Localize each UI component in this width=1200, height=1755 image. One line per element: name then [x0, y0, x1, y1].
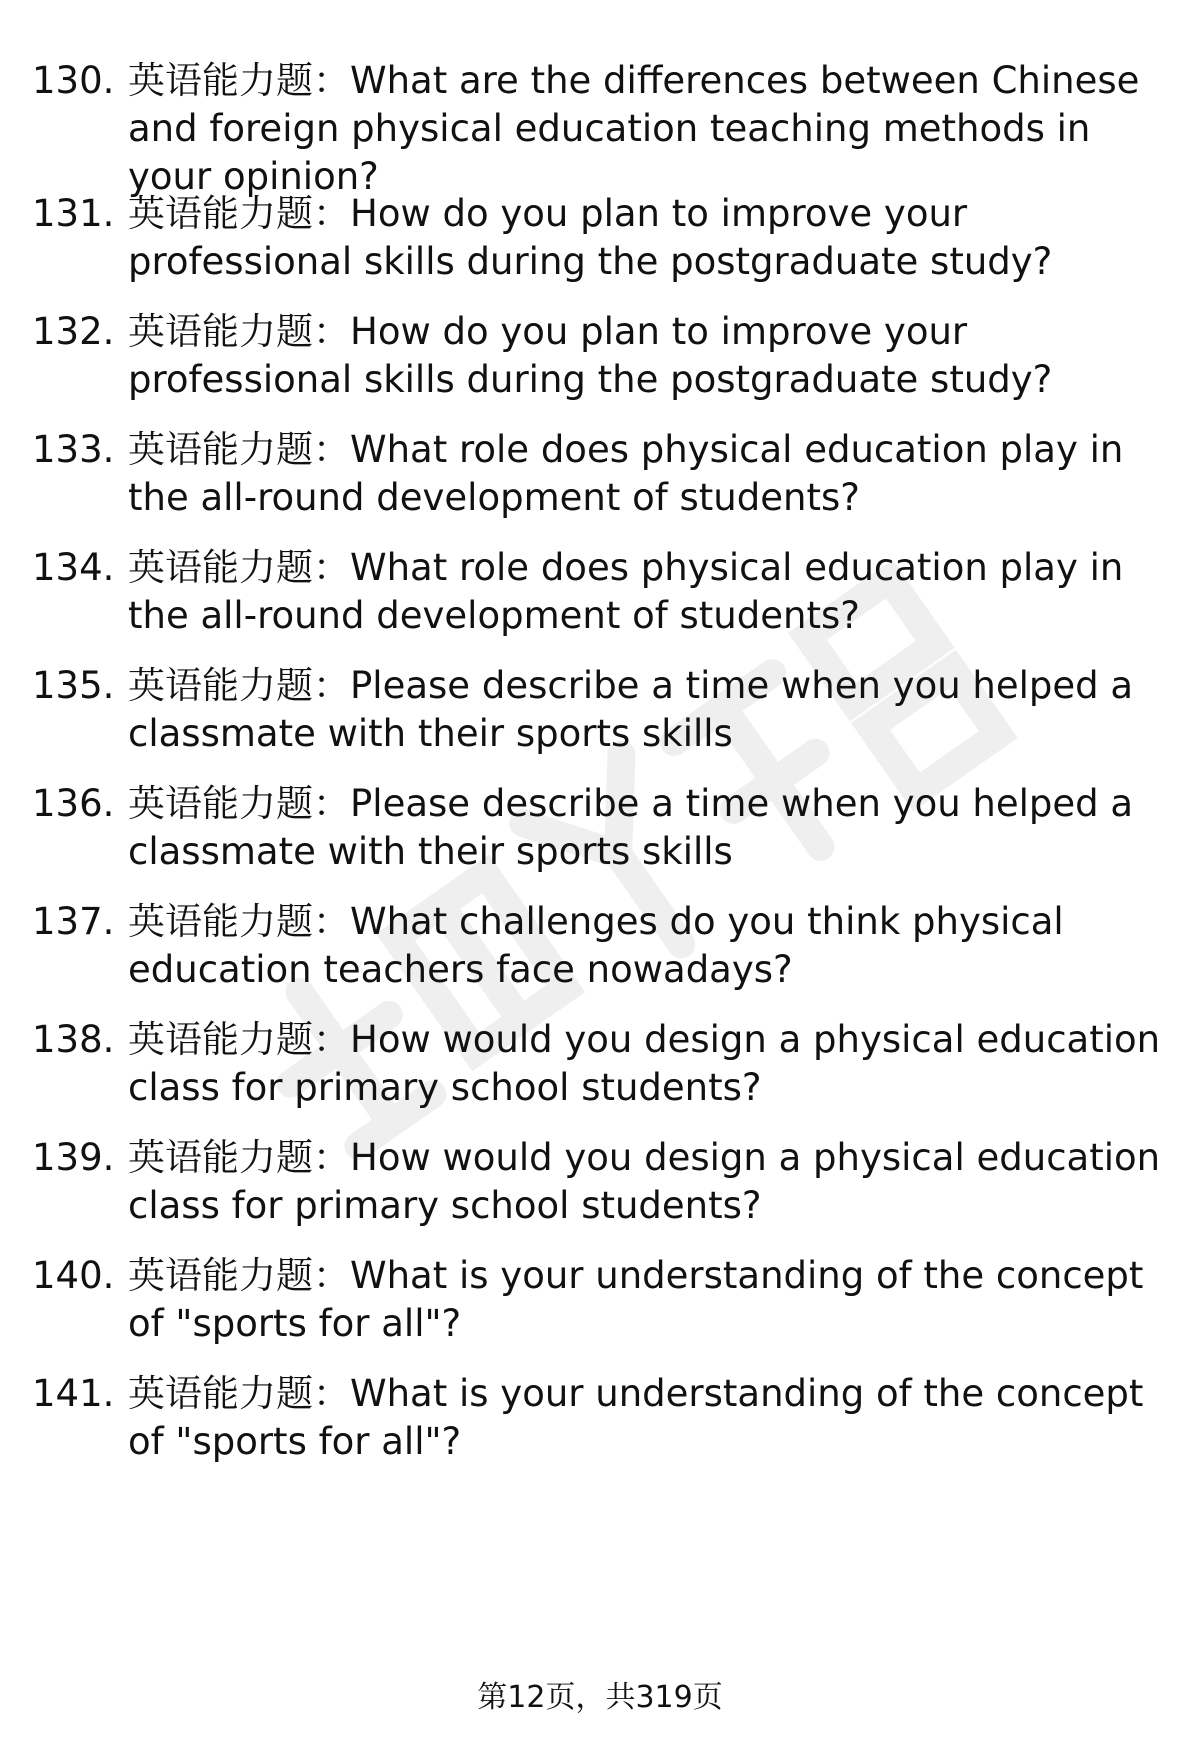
question-tag: 英语能力题： — [128, 1018, 350, 1061]
question-item — [0, 898, 1200, 1016]
question-text: What is your understanding of the concept of "sports for all"? — [128, 1254, 1144, 1345]
question-number: 134. — [32, 546, 115, 589]
question-text: How would you design a physical education class for primary school students? — [128, 1018, 1161, 1109]
question-item — [0, 1252, 1200, 1370]
question-tag: 英语能力题： — [128, 428, 350, 471]
question-number: 131. — [32, 192, 115, 235]
question-item — [0, 190, 1200, 308]
question-list — [0, 57, 1200, 1488]
question-item — [0, 544, 1200, 662]
question-body — [128, 57, 1168, 201]
question-text: Please describe a time when you helped a classmate with their sports skills — [128, 782, 1134, 873]
question-text: What role does physical education play in the all-round development of students? — [128, 428, 1124, 519]
question-number: 133. — [32, 428, 115, 471]
question-tag: 英语能力题： — [128, 546, 350, 589]
question-text: What are the differences between Chinese and foreign physical education teaching methods in your opinion? — [128, 59, 1140, 198]
question-body — [128, 1370, 1168, 1466]
question-text: How do you plan to improve your professional skills during the postgraduate study? — [128, 192, 1053, 283]
question-body — [128, 190, 1168, 286]
question-body — [128, 898, 1168, 994]
question-number: 141. — [32, 1372, 115, 1415]
question-item — [0, 1134, 1200, 1252]
question-body — [128, 780, 1168, 876]
question-item — [0, 57, 1200, 198]
question-body — [128, 1252, 1168, 1348]
question-text: What is your understanding of the concept of "sports for all"? — [128, 1372, 1144, 1463]
question-tag: 英语能力题： — [128, 900, 350, 943]
question-number: 136. — [32, 782, 115, 825]
question-item — [0, 308, 1200, 426]
question-body — [128, 308, 1168, 404]
question-text: Please describe a time when you helped a classmate with their sports skills — [128, 664, 1134, 755]
question-number: 139. — [32, 1136, 115, 1179]
question-item — [0, 662, 1200, 780]
question-number: 135. — [32, 664, 115, 707]
question-body — [128, 544, 1168, 640]
question-number: 130. — [32, 59, 115, 102]
question-body — [128, 426, 1168, 522]
question-number: 140. — [32, 1254, 115, 1297]
question-tag: 英语能力题： — [128, 192, 350, 235]
question-number: 137. — [32, 900, 115, 943]
question-tag: 英语能力题： — [128, 782, 350, 825]
page-number-footer: 第12页，共319页 — [477, 1680, 723, 1715]
question-item — [0, 780, 1200, 898]
question-tag: 英语能力题： — [128, 310, 350, 353]
question-tag: 英语能力题： — [128, 664, 350, 707]
question-item — [0, 1016, 1200, 1134]
question-tag: 英语能力题： — [128, 59, 350, 102]
question-text: What challenges do you think physical education teachers face nowadays? — [128, 900, 1064, 991]
question-item — [0, 1370, 1200, 1488]
question-text: How would you design a physical education class for primary school students? — [128, 1136, 1161, 1227]
question-tag: 英语能力题： — [128, 1254, 350, 1297]
question-text: What role does physical education play in the all-round development of students? — [128, 546, 1124, 637]
question-body — [128, 1134, 1168, 1230]
question-number: 138. — [32, 1018, 115, 1061]
question-text: How do you plan to improve your professional skills during the postgraduate study? — [128, 310, 1053, 401]
question-body — [128, 1016, 1168, 1112]
question-tag: 英语能力题： — [128, 1372, 350, 1415]
question-number: 132. — [32, 310, 115, 353]
question-body — [128, 662, 1168, 758]
question-tag: 英语能力题： — [128, 1136, 350, 1179]
question-item — [0, 426, 1200, 544]
